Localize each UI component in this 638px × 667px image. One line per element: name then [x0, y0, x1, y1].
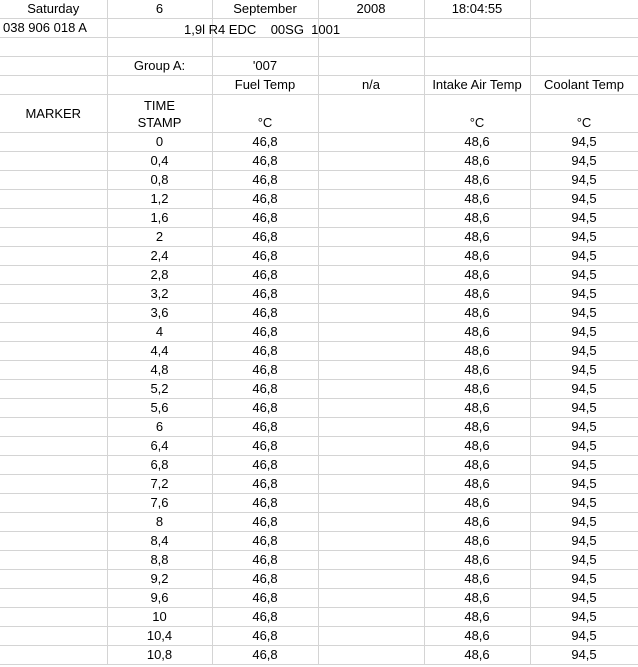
cell-marker[interactable]: [0, 304, 107, 323]
table-row: [0, 532, 638, 551]
cell-marker[interactable]: [0, 570, 107, 589]
cell-coolant-temp[interactable]: 94,5: [530, 627, 638, 646]
cell-na[interactable]: [318, 551, 424, 570]
cell-marker[interactable]: [0, 646, 107, 665]
cell-coolant-temp[interactable]: 94,5: [530, 589, 638, 608]
cell-coolant-temp[interactable]: 94,5: [530, 418, 638, 437]
cell-fuel-temp[interactable]: 46,8: [212, 627, 318, 646]
cell-month[interactable]: September: [212, 0, 318, 19]
cell-fuel-temp[interactable]: 46,8: [212, 399, 318, 418]
blank-row: [0, 38, 638, 57]
cell-fuel-temp[interactable]: 46,8: [212, 437, 318, 456]
cell-coolant-temp[interactable]: 94,5: [530, 133, 638, 152]
table-row: [0, 304, 638, 323]
cell-coolant-temp[interactable]: 94,5: [530, 342, 638, 361]
cell-coolant-temp[interactable]: 94,5: [530, 380, 638, 399]
cell-marker[interactable]: [0, 513, 107, 532]
cell-intake-air-temp[interactable]: 48,6: [424, 342, 530, 361]
cell-time-stamp[interactable]: 5,6: [107, 399, 212, 418]
cell-intake-air-temp[interactable]: 48,6: [424, 646, 530, 665]
cell-intake-air-temp[interactable]: 48,6: [424, 209, 530, 228]
table-row: [0, 608, 638, 627]
cell-na[interactable]: [318, 342, 424, 361]
cell-time-stamp[interactable]: 1,2: [107, 190, 212, 209]
cell-marker[interactable]: [0, 608, 107, 627]
cell-marker[interactable]: [0, 475, 107, 494]
column-header-intake-air-temp[interactable]: Intake Air Temp: [424, 76, 530, 95]
cell-group-label[interactable]: Group A:: [107, 57, 212, 76]
cell-fuel-temp[interactable]: 46,8: [212, 551, 318, 570]
cell-intake-air-temp[interactable]: 48,6: [424, 494, 530, 513]
cell-marker[interactable]: [0, 266, 107, 285]
cell-coolant-temp[interactable]: 94,5: [530, 266, 638, 285]
cell-na[interactable]: [318, 475, 424, 494]
cell-coolant-temp[interactable]: 94,5: [530, 190, 638, 209]
table-row: [0, 285, 638, 304]
unit-fuel-temp[interactable]: °C: [212, 95, 318, 133]
cell-marker[interactable]: [0, 399, 107, 418]
cell-coolant-temp[interactable]: 94,5: [530, 456, 638, 475]
cell-intake-air-temp[interactable]: 48,6: [424, 247, 530, 266]
time-stamp-label-line: TIME: [143, 98, 176, 113]
cell-empty[interactable]: [0, 38, 107, 57]
table-row: [0, 342, 638, 361]
cell-marker[interactable]: [0, 190, 107, 209]
cell-empty[interactable]: [318, 95, 424, 133]
table-row: [0, 475, 638, 494]
cell-time-stamp[interactable]: 4,4: [107, 342, 212, 361]
group-row: [0, 57, 638, 76]
cell-fuel-temp[interactable]: 46,8: [212, 209, 318, 228]
cell-intake-air-temp[interactable]: 48,6: [424, 380, 530, 399]
cell-na[interactable]: [318, 513, 424, 532]
cell-marker[interactable]: [0, 152, 107, 171]
cell-fuel-temp[interactable]: 46,8: [212, 247, 318, 266]
cell-fuel-temp[interactable]: 46,8: [212, 646, 318, 665]
cell-fuel-temp[interactable]: 46,8: [212, 475, 318, 494]
cell-intake-air-temp[interactable]: 48,6: [424, 627, 530, 646]
cell-na[interactable]: [318, 627, 424, 646]
cell-intake-air-temp[interactable]: 48,6: [424, 513, 530, 532]
cell-empty[interactable]: [318, 38, 424, 57]
table-row: [0, 171, 638, 190]
cell-empty[interactable]: [424, 57, 530, 76]
cell-intake-air-temp[interactable]: 48,6: [424, 266, 530, 285]
table-row: [0, 456, 638, 475]
cell-empty[interactable]: [107, 76, 212, 95]
units-row: [0, 95, 638, 133]
cell-na[interactable]: [318, 190, 424, 209]
cell-empty[interactable]: [424, 19, 530, 38]
cell-intake-air-temp[interactable]: 48,6: [424, 361, 530, 380]
cell-na[interactable]: [318, 532, 424, 551]
cell-coolant-temp[interactable]: 94,5: [530, 475, 638, 494]
cell-fuel-temp[interactable]: 46,8: [212, 570, 318, 589]
cell-time-stamp[interactable]: 10: [107, 608, 212, 627]
cell-na[interactable]: [318, 456, 424, 475]
header-row-date: [0, 0, 638, 19]
cell-na[interactable]: [318, 171, 424, 190]
cell-fuel-temp[interactable]: 46,8: [212, 285, 318, 304]
cell-empty[interactable]: [424, 38, 530, 57]
cell-time-stamp[interactable]: 0: [107, 133, 212, 152]
column-header-time-stamp[interactable]: [107, 95, 212, 133]
cell-empty[interactable]: [530, 19, 638, 38]
cell-time-stamp[interactable]: 10,4: [107, 627, 212, 646]
cell-time-stamp[interactable]: 7,2: [107, 475, 212, 494]
cell-time[interactable]: 18:04:55: [424, 0, 530, 19]
cell-engine-info: 1,9l R4 EDC 00SG 1001: [184, 22, 341, 37]
cell-marker[interactable]: [0, 285, 107, 304]
cell-intake-air-temp[interactable]: 48,6: [424, 589, 530, 608]
table-row: [0, 133, 638, 152]
cell-coolant-temp[interactable]: 94,5: [530, 209, 638, 228]
cell-marker[interactable]: [0, 418, 107, 437]
cell-coolant-temp[interactable]: 94,5: [530, 437, 638, 456]
table-row: [0, 399, 638, 418]
cell-marker[interactable]: [0, 209, 107, 228]
table-row: [0, 190, 638, 209]
cell-time-stamp[interactable]: 10,8: [107, 646, 212, 665]
cell-fuel-temp[interactable]: 46,8: [212, 532, 318, 551]
cell-empty[interactable]: [530, 38, 638, 57]
cell-marker[interactable]: [0, 437, 107, 456]
cell-time-stamp[interactable]: 2,8: [107, 266, 212, 285]
cell-coolant-temp[interactable]: 94,5: [530, 323, 638, 342]
cell-na[interactable]: [318, 589, 424, 608]
table-row: [0, 589, 638, 608]
time-stamp-label-line: STAMP: [137, 115, 182, 130]
cell-group-code[interactable]: '007: [212, 57, 318, 76]
table-row: [0, 266, 638, 285]
cell-coolant-temp[interactable]: 94,5: [530, 304, 638, 323]
cell-coolant-temp[interactable]: 94,5: [530, 285, 638, 304]
cell-fuel-temp[interactable]: 46,8: [212, 418, 318, 437]
cell-marker[interactable]: [0, 342, 107, 361]
cell-coolant-temp[interactable]: 94,5: [530, 494, 638, 513]
cell-na[interactable]: [318, 285, 424, 304]
cell-time-stamp[interactable]: 6,8: [107, 456, 212, 475]
cell-marker[interactable]: [0, 456, 107, 475]
cell-marker[interactable]: [0, 247, 107, 266]
cell-part-number[interactable]: 038 906 018 A: [0, 19, 107, 38]
cell-time-stamp[interactable]: 9,6: [107, 589, 212, 608]
cell-empty[interactable]: [0, 57, 107, 76]
table-row: [0, 646, 638, 665]
cell-na[interactable]: [318, 380, 424, 399]
table-row: [0, 627, 638, 646]
cell-fuel-temp[interactable]: 46,8: [212, 589, 318, 608]
cell-time-stamp[interactable]: 4: [107, 323, 212, 342]
cell-intake-air-temp[interactable]: 48,6: [424, 456, 530, 475]
cell-empty[interactable]: [530, 57, 638, 76]
cell-na[interactable]: [318, 399, 424, 418]
cell-fuel-temp[interactable]: 46,8: [212, 380, 318, 399]
cell-intake-air-temp[interactable]: 48,6: [424, 323, 530, 342]
cell-intake-air-temp[interactable]: 48,6: [424, 133, 530, 152]
cell-intake-air-temp[interactable]: 48,6: [424, 152, 530, 171]
cell-time-stamp[interactable]: 8,8: [107, 551, 212, 570]
table-row: [0, 551, 638, 570]
cell-fuel-temp[interactable]: 46,8: [212, 304, 318, 323]
cell-intake-air-temp[interactable]: 48,6: [424, 190, 530, 209]
cell-na[interactable]: [318, 418, 424, 437]
cell-time-stamp[interactable]: 6,4: [107, 437, 212, 456]
cell-marker[interactable]: [0, 323, 107, 342]
cell-fuel-temp[interactable]: 46,8: [212, 190, 318, 209]
cell-na[interactable]: [318, 323, 424, 342]
cell-empty[interactable]: [530, 0, 638, 19]
cell-coolant-temp[interactable]: 94,5: [530, 570, 638, 589]
cell-time-stamp[interactable]: 7,6: [107, 494, 212, 513]
cell-marker[interactable]: [0, 551, 107, 570]
cell-na[interactable]: [318, 133, 424, 152]
cell-fuel-temp[interactable]: 46,8: [212, 266, 318, 285]
cell-na[interactable]: [318, 570, 424, 589]
cell-time-stamp[interactable]: 0,8: [107, 171, 212, 190]
cell-time-stamp[interactable]: 4,8: [107, 361, 212, 380]
cell-time-stamp[interactable]: 2: [107, 228, 212, 247]
cell-intake-air-temp[interactable]: 48,6: [424, 532, 530, 551]
cell-fuel-temp[interactable]: 46,8: [212, 133, 318, 152]
cell-na[interactable]: [318, 304, 424, 323]
column-header-na[interactable]: n/a: [318, 76, 424, 95]
cell-empty[interactable]: [318, 57, 424, 76]
table-row: [0, 361, 638, 380]
table-row: [0, 323, 638, 342]
cell-fuel-temp[interactable]: 46,8: [212, 513, 318, 532]
table-row: [0, 228, 638, 247]
cell-marker[interactable]: [0, 532, 107, 551]
cell-intake-air-temp[interactable]: 48,6: [424, 285, 530, 304]
cell-intake-air-temp[interactable]: 48,6: [424, 475, 530, 494]
cell-marker[interactable]: [0, 627, 107, 646]
cell-na[interactable]: [318, 152, 424, 171]
cell-time-stamp[interactable]: 8,4: [107, 532, 212, 551]
cell-time-stamp[interactable]: 1,6: [107, 209, 212, 228]
cell-intake-air-temp[interactable]: 48,6: [424, 228, 530, 247]
cell-na[interactable]: [318, 209, 424, 228]
table-row: [0, 570, 638, 589]
cell-intake-air-temp[interactable]: 48,6: [424, 304, 530, 323]
table-row: [0, 247, 638, 266]
table-row: [0, 209, 638, 228]
cell-fuel-temp[interactable]: 46,8: [212, 608, 318, 627]
cell-time-stamp[interactable]: 3,2: [107, 285, 212, 304]
cell-time-stamp[interactable]: 9,2: [107, 570, 212, 589]
column-header-coolant-temp[interactable]: Coolant Temp: [530, 76, 638, 95]
cell-day[interactable]: 6: [107, 0, 212, 19]
table-row: [0, 437, 638, 456]
cell-year[interactable]: 2008: [318, 0, 424, 19]
unit-intake-air-temp[interactable]: °C: [424, 95, 530, 133]
column-header-fuel-temp[interactable]: Fuel Temp: [212, 76, 318, 95]
cell-time-stamp[interactable]: 8: [107, 513, 212, 532]
cell-marker[interactable]: [0, 171, 107, 190]
cell-marker[interactable]: [0, 589, 107, 608]
table-row: [0, 494, 638, 513]
cell-fuel-temp[interactable]: 46,8: [212, 323, 318, 342]
cell-na[interactable]: [318, 494, 424, 513]
cell-coolant-temp[interactable]: 94,5: [530, 247, 638, 266]
cell-intake-air-temp[interactable]: 48,6: [424, 171, 530, 190]
cell-coolant-temp[interactable]: 94,5: [530, 361, 638, 380]
column-names-row: [0, 76, 638, 95]
cell-fuel-temp[interactable]: 46,8: [212, 152, 318, 171]
cell-coolant-temp[interactable]: 94,5: [530, 171, 638, 190]
cell-intake-air-temp[interactable]: 48,6: [424, 570, 530, 589]
table-row: [0, 152, 638, 171]
cell-time-stamp[interactable]: 3,6: [107, 304, 212, 323]
cell-na[interactable]: [318, 646, 424, 665]
cell-weekday[interactable]: Saturday: [0, 0, 107, 19]
cell-intake-air-temp[interactable]: 48,6: [424, 608, 530, 627]
cell-fuel-temp[interactable]: 46,8: [212, 456, 318, 475]
cell-marker[interactable]: [0, 380, 107, 399]
cell-na[interactable]: [318, 247, 424, 266]
cell-intake-air-temp[interactable]: 48,6: [424, 551, 530, 570]
cell-coolant-temp[interactable]: 94,5: [530, 152, 638, 171]
cell-intake-air-temp[interactable]: 48,6: [424, 437, 530, 456]
column-header-marker[interactable]: MARKER: [0, 95, 107, 133]
table-row: [0, 380, 638, 399]
cell-coolant-temp[interactable]: 94,5: [530, 513, 638, 532]
cell-na[interactable]: [318, 361, 424, 380]
cell-time-stamp[interactable]: 0,4: [107, 152, 212, 171]
cell-na[interactable]: [318, 266, 424, 285]
cell-marker[interactable]: [0, 133, 107, 152]
cell-time-stamp[interactable]: 6: [107, 418, 212, 437]
cell-intake-air-temp[interactable]: 48,6: [424, 418, 530, 437]
cell-coolant-temp[interactable]: 94,5: [530, 228, 638, 247]
cell-empty[interactable]: [0, 76, 107, 95]
cell-coolant-temp[interactable]: 94,5: [530, 551, 638, 570]
cell-fuel-temp[interactable]: 46,8: [212, 342, 318, 361]
cell-fuel-temp[interactable]: 46,8: [212, 494, 318, 513]
cell-coolant-temp[interactable]: 94,5: [530, 532, 638, 551]
cell-marker[interactable]: [0, 228, 107, 247]
cell-fuel-temp[interactable]: 46,8: [212, 171, 318, 190]
table-row: [0, 418, 638, 437]
unit-coolant-temp[interactable]: °C: [530, 95, 638, 133]
cell-intake-air-temp[interactable]: 48,6: [424, 399, 530, 418]
cell-marker[interactable]: [0, 361, 107, 380]
cell-coolant-temp[interactable]: 94,5: [530, 399, 638, 418]
cell-time-stamp[interactable]: 5,2: [107, 380, 212, 399]
cell-empty[interactable]: [212, 38, 318, 57]
cell-time-stamp[interactable]: 2,4: [107, 247, 212, 266]
cell-na[interactable]: [318, 437, 424, 456]
cell-marker[interactable]: [0, 494, 107, 513]
cell-fuel-temp[interactable]: 46,8: [212, 361, 318, 380]
table-row: [0, 513, 638, 532]
cell-fuel-temp[interactable]: 46,8: [212, 228, 318, 247]
cell-na[interactable]: [318, 228, 424, 247]
cell-empty[interactable]: [107, 38, 212, 57]
cell-coolant-temp[interactable]: 94,5: [530, 646, 638, 665]
cell-na[interactable]: [318, 608, 424, 627]
cell-coolant-temp[interactable]: 94,5: [530, 608, 638, 627]
